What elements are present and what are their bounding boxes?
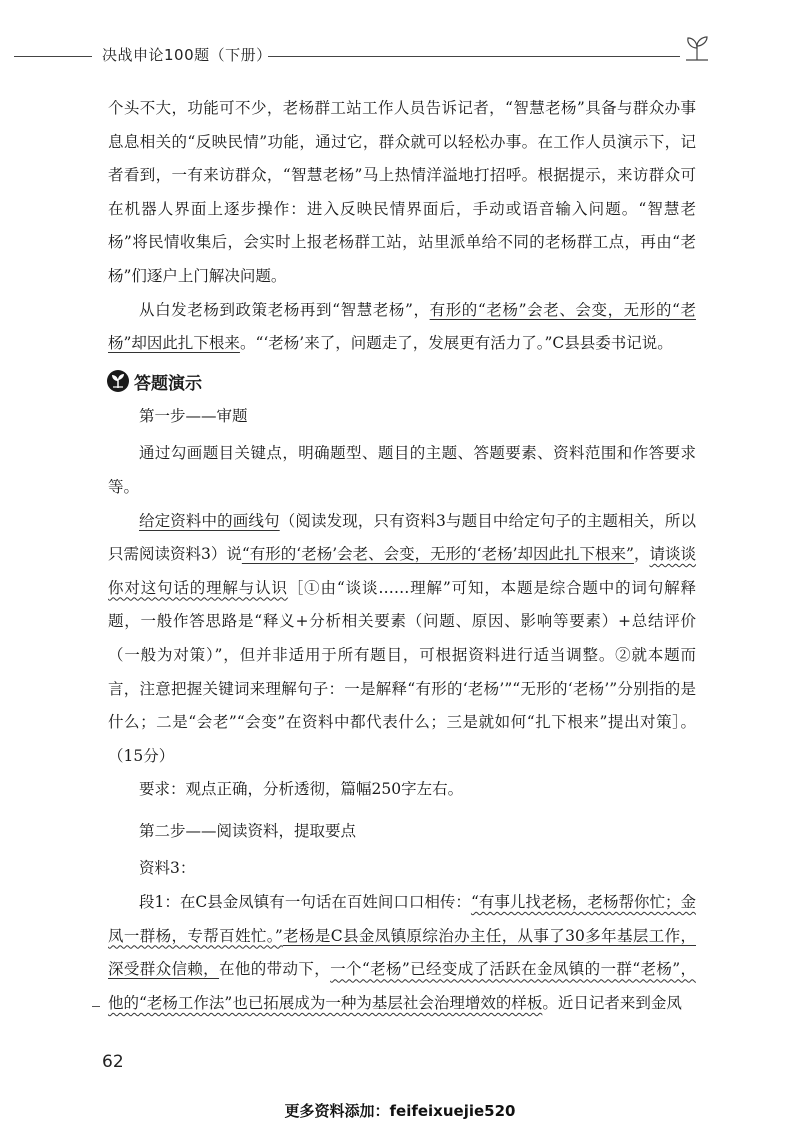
- paragraph: 个头不大，功能可不少，老杨群工站工作人员告诉记者，“智慧老杨”具备与群众办事息息相关的“反映民情”功能，通过它，群众就可以轻松办事。在工作人员演示下，记者看到，一有来访群众，“智慧老杨”马上热情洋溢地打招呼。根据提示，来访群众可在机器人界面上逐步操作：进入反映民情界面后，手动或语音输入问题。“智慧老杨”将民情收集后，会实时上报老杨群工站，站里派单给不同的老杨群工点，再由“老杨”们逐户上门解决问题。: [108, 99, 696, 285]
- text-run: “有形的‘老杨’会老、会变，无形的‘老杨’却因此扎下根来”: [241, 545, 634, 564]
- book-title: 决战申论100题（下册）: [102, 46, 272, 64]
- text-run: 段1：在C县金凤镇有一句话在百姓间口口相传：: [139, 893, 471, 912]
- paragraph: [108, 294, 696, 361]
- step-title: 第二步——阅读资料，提取要点: [139, 821, 357, 840]
- step-title: 第一步——审题: [139, 406, 248, 425]
- text-run: ［①由“谈谈……理解”可知，本题是综合题中的词句解释题，一般作答思路是“释义+分析相关要素（问题、原因、影响等要素）+总结评价（一般为对策）”，但并非适用于所有题目，可根据资料进行适当调整。②就本题而言，注意把握关键词来理解句子：一是解释“有形的‘老杨’”“无形的‘老杨’”分别指的是什么；二是“会老”“会变”在资料中都代表什么；三是就如何“扎下根来”提出对策］。（15分）: [108, 578, 696, 765]
- text-run: 给定资料中的画线句: [139, 511, 280, 530]
- text-run: 。“‘老杨’来了，问题走了，发展更有活力了。”C县县委书记说。: [239, 334, 673, 353]
- page-number: 62: [102, 1052, 124, 1072]
- header-rule-right: [268, 56, 680, 57]
- question-paragraph: [108, 505, 696, 774]
- margin-mark: [92, 1006, 100, 1007]
- footer-note: 更多资料添加：feifeixuejie520: [284, 1102, 516, 1120]
- running-header: [0, 34, 800, 74]
- section-title: 答题演示: [134, 373, 202, 394]
- text-run: 。近日记者来到金凤: [542, 993, 682, 1012]
- text-run: 一个“老杨”已经变成了活跃在金凤镇的一群“老杨”，他的“老杨工作法”也已拓展成为一种为基层社会治理增效的样板: [108, 960, 696, 1012]
- text-run: 请谈谈你对这句话的理解与认识: [108, 545, 696, 597]
- text-run: 从白发老杨到政策老杨再到“智慧老杨”，: [139, 300, 430, 319]
- text-run: “有事儿找老杨，老杨帮你忙；金凤一群杨，专帮百姓忙。”: [108, 893, 696, 945]
- underlined-sentence: 有形的“老杨”会老、会变，无形的“老杨”却因此扎下根来: [108, 300, 696, 353]
- sprout-icon: [680, 34, 714, 64]
- section-heading: [106, 369, 696, 394]
- paragraph: 通过勾画题目关键点，明确题型、题目的主题、答题要素、资料范围和作答要求等。: [108, 444, 696, 496]
- paragraph: 资料3：: [139, 859, 196, 878]
- text-run: ，: [633, 545, 650, 564]
- text-run: 老杨是C县金凤镇原综治办主任，从事了30多年基层工作，深受群众信赖，: [108, 926, 696, 979]
- text-run: （阅读发现，只有资料3与题目中给定句子的主题相关，所以只需阅读资料3）说: [108, 511, 696, 564]
- header-rule-left: [14, 56, 92, 57]
- material-paragraph: [108, 886, 696, 1020]
- page-body: [108, 92, 696, 1020]
- leaf-badge-icon: [106, 369, 130, 393]
- paragraph: 要求：观点正确，分析透彻，篇幅250字左右。: [139, 780, 464, 799]
- text-run: 在他的带动下，: [219, 960, 331, 979]
